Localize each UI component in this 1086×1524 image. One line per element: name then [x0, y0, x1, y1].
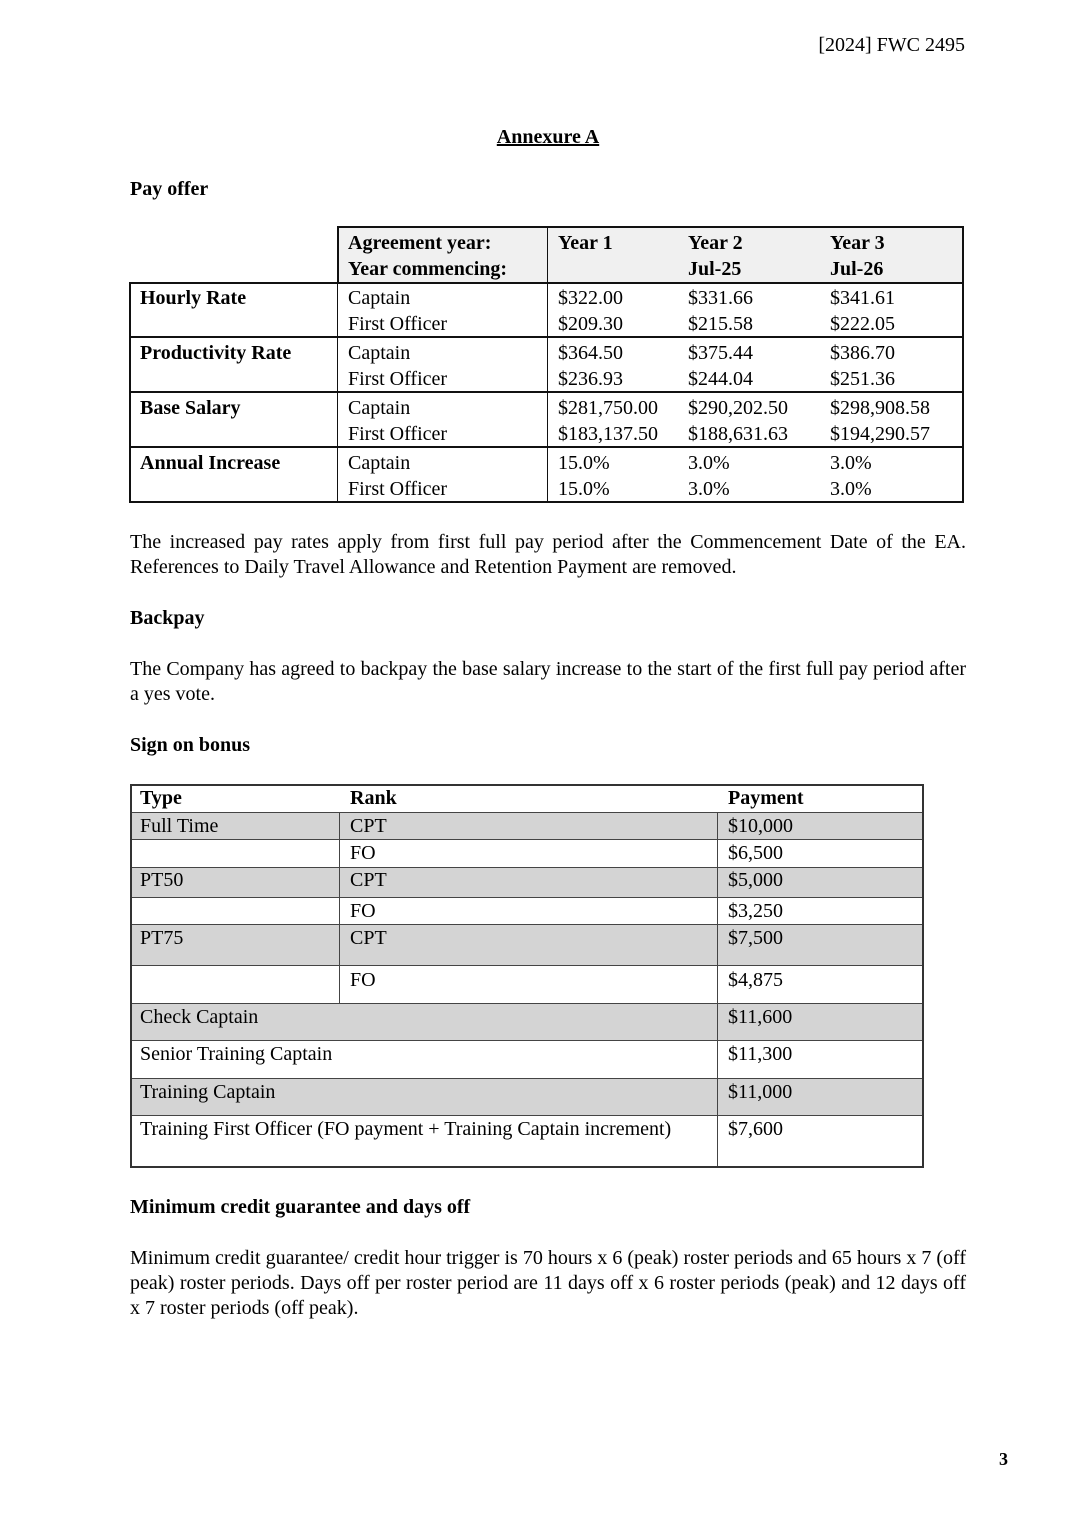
category-label: Hourly Rate [140, 287, 247, 309]
value-cell: 3.0% [688, 452, 730, 474]
header-year3: Year 3 [830, 232, 885, 254]
bonus-payment-cell: $7,500 [728, 927, 783, 949]
role-label: Captain [348, 287, 411, 309]
value-cell: $341.61 [830, 287, 895, 309]
category-label: Base Salary [140, 397, 241, 419]
bonus-type-cell [130, 840, 150, 866]
bonus-payment-cell: $7,600 [728, 1118, 783, 1140]
case-citation: [2024] FWC 2495 [818, 34, 965, 56]
backpay-heading: Backpay [130, 607, 205, 629]
role-label: Captain [348, 397, 411, 419]
bonus-rank-cell: CPT [350, 815, 387, 837]
bonus-type-cell [130, 898, 150, 924]
value-cell: $209.30 [558, 313, 623, 335]
bonus-header-payment: Payment [728, 787, 804, 809]
bonus-rank-cell: FO [350, 900, 376, 922]
bonus-type-cell: Full Time [140, 815, 219, 837]
value-cell: $281,750.00 [558, 397, 658, 419]
header-year1: Year 1 [558, 232, 613, 254]
backpay-paragraph: The Company has agreed to backpay the base salary increase to the start of the first full pay period after a yes vote. [130, 658, 966, 705]
value-cell: $322.00 [558, 287, 623, 309]
header-year2: Year 2 [688, 232, 743, 254]
bonus-type-cell: Training First Officer (FO payment + Training Captain increment) [140, 1118, 672, 1140]
value-cell: $290,202.50 [688, 397, 788, 419]
pay-note-paragraph: The increased pay rates apply from first full pay period after the Commencement Date of the EA. References to Daily Travel Allowance and Retention Payment are removed. [130, 531, 966, 578]
bonus-type-cell: Training Captain [140, 1081, 276, 1103]
pay-offer-heading: Pay offer [130, 178, 209, 200]
value-cell: 15.0% [558, 478, 610, 500]
value-cell: 15.0% [558, 452, 610, 474]
value-cell: $183,137.50 [558, 423, 658, 445]
header-year-commencing: Year commencing: [348, 258, 508, 280]
value-cell: $188,631.63 [688, 423, 788, 445]
value-cell: $386.70 [830, 342, 895, 364]
role-label: First Officer [348, 313, 448, 335]
value-cell: $236.93 [558, 368, 623, 390]
role-label: Captain [348, 342, 411, 364]
bonus-rank-cell: FO [350, 969, 376, 991]
bonus-type-cell: PT50 [140, 869, 184, 891]
role-label: Captain [348, 452, 411, 474]
bonus-type-cell: Check Captain [140, 1006, 259, 1028]
value-cell: $215.58 [688, 313, 753, 335]
value-cell: $298,908.58 [830, 397, 930, 419]
bonus-type-cell: PT75 [140, 927, 184, 949]
header-year3-start: Jul-26 [830, 258, 884, 280]
bonus-payment-cell: $10,000 [728, 815, 793, 837]
value-cell: 3.0% [830, 478, 872, 500]
header-agreement-year: Agreement year: [348, 232, 492, 254]
bonus-payment-cell: $4,875 [728, 969, 783, 991]
value-cell: $244.04 [688, 368, 753, 390]
value-cell: 3.0% [830, 452, 872, 474]
header-year2-start: Jul-25 [688, 258, 742, 280]
bonus-rank-cell: CPT [350, 927, 387, 949]
min-credit-heading: Minimum credit guarantee and days off [130, 1196, 471, 1218]
min-credit-paragraph: Minimum credit guarantee/ credit hour trigger is 70 hours x 6 (peak) roster periods and 65 hours x 7 (off peak) roster periods. Days off per roster period are 11 days off x 6 roster periods (peak) and 12 days off x 7 roster periods (off peak). [130, 1247, 966, 1319]
value-cell: $194,290.57 [830, 423, 930, 445]
bonus-header-type: Type [140, 787, 182, 809]
role-label: First Officer [348, 478, 448, 500]
annexure-title: Annexure A [496, 126, 600, 148]
value-cell: $251.36 [830, 368, 895, 390]
value-cell: $375.44 [688, 342, 753, 364]
bonus-payment-cell: $3,250 [728, 900, 783, 922]
bonus-payment-cell: $11,300 [728, 1043, 793, 1065]
bonus-payment-cell: $6,500 [728, 842, 783, 864]
pay-offer-table [129, 226, 964, 503]
bonus-rank-cell: CPT [350, 869, 387, 891]
value-cell: $331.66 [688, 287, 753, 309]
value-cell: 3.0% [688, 478, 730, 500]
value-cell: $364.50 [558, 342, 623, 364]
bonus-payment-cell: $5,000 [728, 869, 783, 891]
bonus-payment-cell: $11,000 [728, 1081, 793, 1103]
bonus-type-cell: Senior Training Captain [140, 1043, 333, 1065]
role-label: First Officer [348, 368, 448, 390]
role-label: First Officer [348, 423, 448, 445]
sign-on-bonus-heading: Sign on bonus [130, 734, 251, 756]
bonus-header-rank: Rank [350, 787, 397, 809]
bonus-type-cell [130, 967, 150, 993]
bonus-rank-cell: FO [350, 842, 376, 864]
category-label: Annual Increase [140, 452, 281, 474]
page-number: 3 [999, 1449, 1008, 1469]
value-cell: $222.05 [830, 313, 895, 335]
bonus-payment-cell: $11,600 [728, 1006, 793, 1028]
category-label: Productivity Rate [140, 342, 292, 364]
